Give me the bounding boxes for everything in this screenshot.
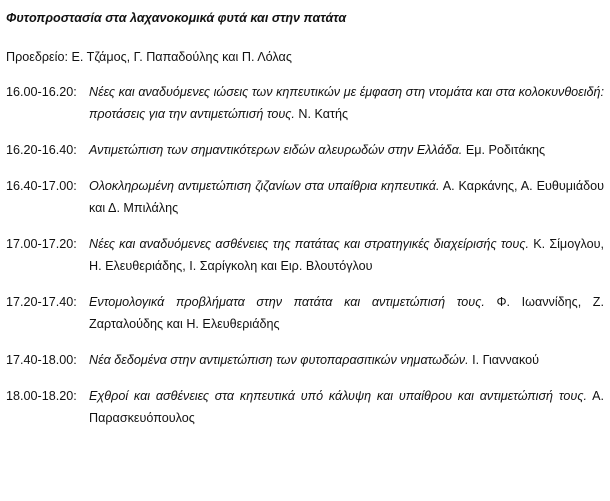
entry-time: 16.20-16.40: <box>6 143 77 157</box>
talk-authors: Α. Παρασκευόπουλος <box>89 389 604 425</box>
program-entry <box>6 175 604 219</box>
talk-authors: Α. Καρκάνης, Α. Ευθυμιάδου και Δ. Μπιλάλης <box>89 179 604 215</box>
talk-title: Νέες και αναδυόμενες ασθένειες της πατάτας και στρατηγικές διαχείρισής τους. <box>89 237 529 251</box>
talk-authors: Κ. Σίμογλου, Η. Ελευθεριάδης, Ι. Σαρίγκολη και Ειρ. Βλουτόγλου <box>89 237 604 273</box>
program-entry <box>6 349 604 371</box>
talk-authors: Ν. Κατής <box>298 107 349 121</box>
entry-time: 17.40-18.00: <box>6 353 77 367</box>
talk-title: Εχθροί και ασθένειες στα κηπευτικά υπό κάλυψη και υπαίθρου και αντιμετώπισή τους. <box>89 389 587 403</box>
chairs-line: Προεδρείο: Ε. Τζάμος, Γ. Παπαδούλης και Π. Λόλας <box>6 50 292 64</box>
talk-authors: Φ. Ιωαννίδης, Ζ. Ζαρταλούδης και Η. Ελευθεριάδης <box>89 295 604 331</box>
entry-time: 16.40-17.00: <box>6 179 77 193</box>
entry-time: 16.00-16.20: <box>6 85 77 99</box>
session-title: Φυτοπροστασία στα λαχανοκομικά φυτά και στην πατάτα <box>6 11 347 25</box>
entry-time: 18.00-18.20: <box>6 389 77 403</box>
program-document <box>6 8 604 429</box>
talk-authors: Εμ. Ροδιτάκης <box>465 143 546 157</box>
program-entry <box>6 81 604 125</box>
program-entry <box>6 139 604 161</box>
talk-title: Ολοκληρωμένη αντιμετώπιση ζιζανίων στα υπαίθρια κηπευτικά. <box>89 179 440 193</box>
talk-title: Νέα δεδομένα στην αντιμετώπιση των φυτοπαρασιτικών νηματωδών. <box>89 353 469 367</box>
talk-title: Αντιμετώπιση των σημαντικότερων ειδών αλευρωδών στην Ελλάδα. <box>89 143 463 157</box>
entry-time: 17.20-17.40: <box>6 295 77 309</box>
entry-time: 17.00-17.20: <box>6 237 77 251</box>
talk-authors: Ι. Γιαννακού <box>472 353 539 367</box>
program-entry <box>6 385 604 429</box>
talk-title: Εντομολογικά προβλήματα στην πατάτα και αντιμετώπισή τους. <box>89 295 485 309</box>
talk-title: Νέες και αναδυόμενες ιώσεις των κηπευτικών με έμφαση στη ντομάτα και στα κολοκυνθοειδή: προτάσεις για την αντιμετώπισή τους. <box>89 85 604 121</box>
program-entry <box>6 291 604 335</box>
program-entry <box>6 233 604 277</box>
